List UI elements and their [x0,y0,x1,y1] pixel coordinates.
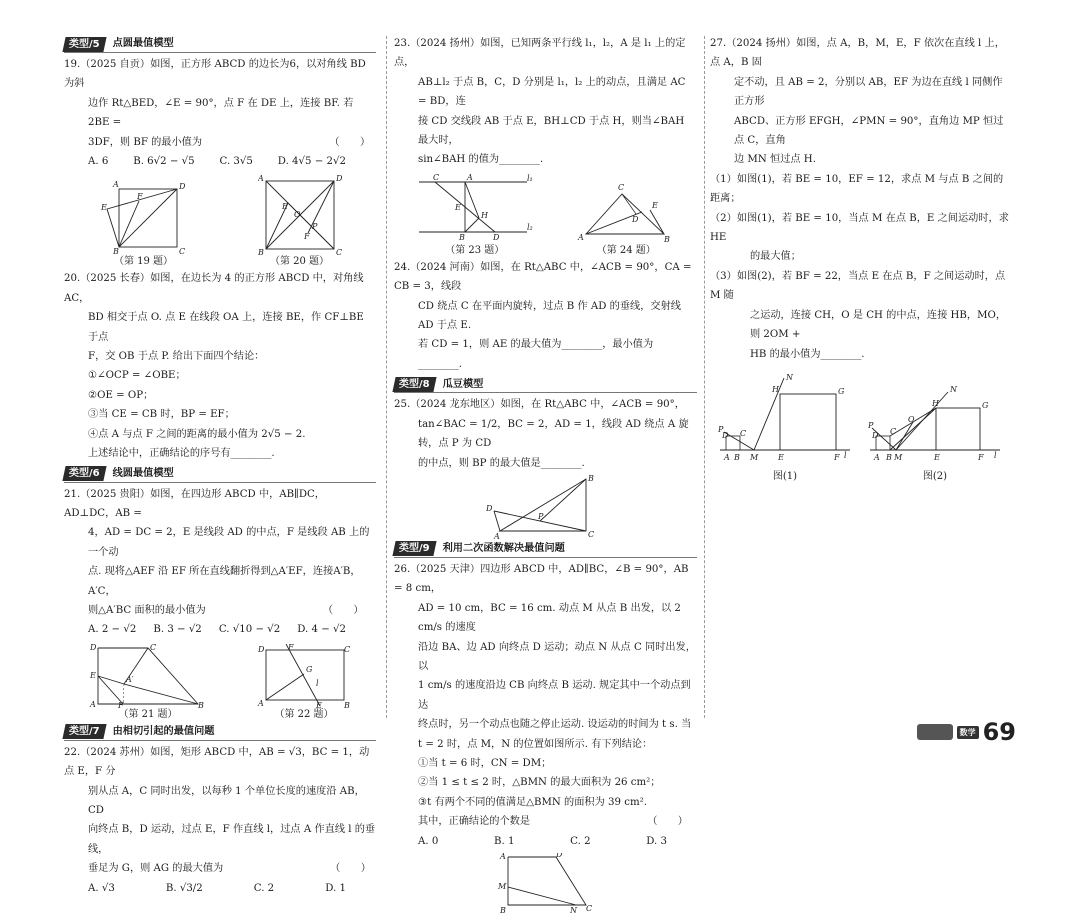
section-header-7 [64,724,376,741]
svg-text:A: A [257,174,264,184]
figure-21 [88,644,208,722]
q27-part: 之运动，连接 CH，O 是 CH 的中点，连接 HB，MO，则 2OM + [750,309,1007,341]
figure-19 [99,179,189,269]
figure-25 [486,475,606,539]
choice-c: C. 2 [253,882,275,894]
svg-text:C: C [890,426,897,436]
svg-text:D: D [872,430,879,440]
svg-text:C: C [344,644,351,654]
svg-text:E: E [281,202,288,212]
svg-text:B: B [458,232,465,242]
section-title: 利用二次函数解决最值问题 [442,543,565,555]
page-number: 69 [982,718,1016,746]
q19-line: 3DF，则 BF 的最小值为 （ ） [88,136,371,148]
figure-20 [258,173,342,269]
q25-line: 25.（2024 龙东地区）如图，在 Rt△ABC 中，∠ACB = 90°， [394,399,685,411]
q23-line: 23.（2024 扬州）如图，已知两条平行线 l₁，l₂，A 是 l₁ 上的定点， [394,38,686,69]
figure-26-diagram [496,853,596,913]
svg-text:F: F [978,452,984,462]
q24-line: 24.（2024 河南）如图，在 Rt△ABC 中，∠ACB = 90°，CA = CB = 3，线段 [394,261,695,293]
choice-a: A. √3 [88,882,115,894]
q22-line: 别从点 A，C 同时出发，以每秒 1 个单位长度的速度沿 AB，CD [88,785,365,816]
q20-line: BD 相交于点 O. 点 E 在线段 OA 上，连接 BE，作 CF⊥BE 于点 [88,312,368,343]
svg-text:C: C [740,428,747,438]
q26-line: 终点时，另一个动点也随之停止运动. 设运动的时间为 t s. 当 [418,719,692,731]
svg-text:D: D [722,430,729,440]
svg-text:E: E [100,203,107,213]
choice-c: C. 3√5 [219,156,253,168]
svg-text:A: A [578,232,585,242]
figure-caption: （第 20 题） [269,256,330,268]
svg-text:C: C [335,248,342,256]
svg-text:B: B [112,247,119,256]
section-header-6 [64,466,376,483]
svg-text:C: C [618,182,625,192]
column-3 [710,34,1013,484]
column-divider [704,36,705,718]
svg-text:O: O [908,414,915,424]
svg-text:E: E [454,202,461,212]
choice-b: B. 3 − √2 [153,624,202,636]
choice-c: C. 2 [570,835,591,847]
column-1 [64,34,376,898]
svg-text:E: E [90,670,96,680]
svg-text:F: F [118,700,124,708]
svg-text:F: F [288,643,294,652]
q22-choices [64,879,376,898]
svg-text:l: l [994,450,997,460]
section-header-8 [394,376,697,393]
page-footer [917,718,1016,746]
section-tag: 类型/9 [392,541,436,556]
q20-line: 20.（2025 长春）如图，在边长为 4 的正方形 ABCD 中，对角线 AC， [64,273,367,304]
svg-text:A: A [466,173,473,182]
choice-d: D. 1 [325,882,346,894]
svg-text:B: B [886,452,892,462]
svg-text:B: B [499,906,506,913]
figure-24 [576,174,676,258]
svg-text:l₂: l₂ [526,222,533,232]
svg-text:B: B [587,474,594,483]
svg-text:N: N [569,906,577,913]
choice-a: A. 6 [88,156,109,168]
figure-21-diagram [88,644,208,708]
q26-choices [394,832,697,851]
choice-a: A. 0 [418,835,439,847]
column-divider [386,36,387,718]
q20-line: F，交 OB 于点 P. 给出下面四个结论： [88,351,265,363]
q26-line: 26.（2025 天津）四边形 ABCD 中，AD∥BC，∠B = 90°，AB = 8 cm， [394,563,692,595]
q20-item: ②OE = OP； [88,389,154,401]
q23-line: AB⊥l₂ 于点 B，C，D 分别是 l₁，l₂ 上的动点，且满足 AC = BD，连 [418,76,689,108]
q21-choices [64,620,376,639]
svg-text:G: G [838,386,845,396]
section-tag: 类型/5 [62,37,106,52]
q27-part: （1）如图(1)，若 BE = 10，EF = 12，求点 M 与点 B 之间的距离； [710,173,1004,205]
svg-text:F: F [834,452,840,462]
svg-text:B: B [257,248,264,256]
q25-line: tan∠BAC = 1/2，BC = 2，AD = 1，线段 AD 绕点 A 旋转，点 P 为 CD [418,418,689,450]
figure-caption: （第 24 题） [596,244,656,256]
q27-line: ABCD、正方形 EFGH，∠PMN = 90°，直角边 MP 恒过点 C，直角 [734,115,1004,147]
q27-part: HB 的最小值为________. [750,348,865,360]
choice-b: B. √3/2 [165,882,203,894]
svg-text:A: A [493,531,500,539]
svg-text:l: l [844,450,847,460]
svg-text:A: A [724,452,730,462]
svg-text:B: B [734,452,740,462]
q26-end: 其中，正确结论的个数是 （ ） [418,816,688,828]
section-title: 线圆最值模型 [112,467,174,479]
svg-text:M: M [894,452,903,462]
q26-item: ①当 t = 6 时，CN = DM； [418,757,552,769]
choice-d: D. 4 − √2 [297,624,346,636]
svg-text:D: D [258,644,265,654]
q25-line: 的中点，则 BP 的最大值是________. [418,457,585,469]
figure-caption: （第 22 题） [274,708,334,720]
svg-text:A: A [874,452,880,462]
section-tag: 类型/8 [392,377,436,392]
section-title: 瓜豆模型 [442,378,484,390]
q22-line: 22.（2024 苏州）如图，矩形 ABCD 中，AB = √3，BC = 1，动点 E，F 分 [64,746,370,778]
figure-23 [415,174,535,258]
svg-text:E: E [934,452,940,462]
svg-text:l: l [316,678,319,688]
svg-text:P: P [311,222,317,232]
section-title: 由相切引起的最值问题 [112,726,215,738]
q21-line: 点. 现将△AEF 沿 EF 所在直线翻折得到△A′EF，连接A′B，A′C， [88,566,361,597]
figure-caption: 图(1) [772,470,798,482]
svg-text:D: D [178,182,185,192]
svg-text:E: E [778,452,784,462]
q20-item: ④点 A 与点 F 之间的距离的最小值为 2√5 − 2. [88,428,306,440]
svg-text:C: C [178,247,185,256]
choice-c: C. √10 − √2 [218,624,281,636]
choice-d: D. 3 [646,835,667,847]
section-title: 点圆最值模型 [112,38,174,50]
q22-line: 垂足为 G，则 AG 的最大值为 （ ） [88,863,371,875]
svg-text:A: A [90,699,96,708]
section-tag: 类型/6 [62,466,106,481]
svg-text:M: M [497,882,506,891]
figure-22-diagram [256,644,352,708]
q19-line: 边作 Rt△BED，∠E = 90°，点 F 在 DE 上，连接 BF. 若 2BE = [88,97,357,129]
q27-line: 边 MN 恒过点 H. [734,154,816,166]
q20-item: ①∠OCP = ∠OBE； [88,370,186,382]
svg-text:F: F [136,192,143,202]
q27-line: 定不动，且 AB = 2，分别以 AB，EF 为边在直线 l 同侧作正方形 [734,76,1003,108]
q21-line: 则△A′BC 面积的最小值为 （ ） [88,604,364,616]
q26-item: ②当 1 ≤ t ≤ 2 时，△BMN 的最大面积为 26 cm²； [418,777,661,789]
section-header-5 [64,36,376,53]
figure-27-2-diagram [868,374,1002,470]
choice-a: A. 2 − √2 [88,624,137,636]
figure-25-diagram [486,475,606,539]
figure-caption: （第 23 题） [445,244,505,256]
svg-text:G: G [306,664,313,674]
figure-26 [496,853,596,913]
figure-27-2 [868,374,1002,484]
q26-line: 沿边 BA、边 AD 向终点 D 运动；动点 N 从点 C 同时出发，以 [418,641,696,672]
svg-text:A: A [258,698,264,708]
svg-text:B: B [664,234,671,244]
figure-20-diagram [258,173,342,255]
figure-caption: （第 21 题） [118,708,178,720]
svg-text:H: H [480,210,488,220]
svg-text:G: G [982,400,989,410]
svg-text:D: D [90,643,97,652]
figure-24-diagram [576,174,676,244]
q26-item: ③t 有两个不同的值满足△BMN 的面积为 39 cm². [418,796,647,808]
svg-text:D: D [335,174,342,184]
svg-text:E: E [652,200,659,210]
svg-text:l₁: l₁ [526,173,533,183]
figure-caption: （第 19 题） [113,256,174,268]
svg-text:D: D [555,853,562,859]
q19-choices [64,152,376,171]
q19-line: 19.（2025 自贡）如图，正方形 ABCD 的边长为6，以对角线 BD 为斜 [64,59,370,90]
q21-line: 21.（2025 贵阳）如图，在四边形 ABCD 中，AB∥DC，AD⊥DC，AB = [64,488,325,519]
svg-text:O: O [293,210,301,220]
q20-item: ③当 CE = CB 时，BP = EF； [88,409,235,421]
svg-text:H: H [772,384,779,394]
svg-text:N: N [786,373,793,382]
svg-text:B: B [344,700,350,708]
figure-19-diagram [99,179,189,255]
svg-text:P: P [868,420,874,430]
svg-text:M: M [750,452,759,462]
q21-line: 4，AD = DC = 2，E 是线段 AD 的中点，F 是线段 AB 上的一个动 [88,527,370,558]
figure-27-1 [718,374,852,484]
figure-22 [256,644,352,722]
svg-text:A′: A′ [126,674,134,684]
q27-part: 的最大值； [750,251,801,263]
svg-text:E: E [316,700,322,708]
q23-line: sin∠BAH 的值为________. [418,154,544,166]
q20-end: 上述结论中，正确结论的序号有________. [88,448,275,460]
figure-23-diagram [415,174,535,244]
choice-b: B. 6√2 − √5 [133,156,195,168]
svg-text:C: C [150,643,157,652]
svg-text:P: P [537,511,543,521]
svg-text:P: P [718,424,724,434]
svg-text:A: A [112,180,119,190]
figure-caption: 图(2) [922,470,948,482]
svg-text:A: A [499,853,506,861]
choice-b: B. 1 [494,835,515,847]
publisher-logo-icon [917,724,953,740]
svg-text:H: H [932,398,939,408]
svg-text:D: D [492,232,500,242]
q22-line: 向终点 B，D 运动，过点 E，F 作直线 l，过点 A 作直线 l 的垂线， [88,824,376,855]
svg-text:N: N [950,384,957,394]
column-2 [394,34,697,913]
svg-text:B: B [198,700,204,708]
q27-part: （3）如图(2)，若 BF = 22，当点 E 在点 B，F 之间运动时，点 M 随 [710,270,1009,302]
q26-line: AD = 10 cm，BC = 16 cm. 动点 M 从点 B 出发，以 2 cm/s 的速度 [418,602,685,634]
q27-part: （2）如图(1)，若 BE = 10，当点 M 在点 B，E 之间运动时，求 HE [710,212,1013,244]
choice-d: D. 4√5 − 2√2 [277,156,346,168]
svg-text:F: F [303,232,310,242]
section-header-9 [394,541,697,558]
q23-line: 接 CD 交线段 AB 于点 E，BH⊥CD 于点 H，则当∠BAH 最大时， [418,115,688,147]
q27-line: 27.（2024 扬州）如图，点 A，B，M，E，F 依次在直线 l 上，点 A，B 固 [710,38,1005,69]
q24-line: CD 绕点 C 在平面内旋转，过点 B 作 AD 的垂线，交射线 AD 于点 E. [418,300,685,332]
q26-line: t = 2 时，点 M，N 的位置如图所示. 有下列结论： [418,738,653,750]
svg-text:D: D [632,214,639,224]
figure-27-1-diagram [718,374,852,470]
svg-text:C: C [432,173,439,182]
svg-text:C: C [587,529,594,539]
q24-line: 若 CD = 1，则 AE 的最大值为________，最小值为________. [418,339,654,370]
svg-text:D: D [485,503,492,513]
section-tag: 类型/7 [62,724,106,739]
svg-text:C: C [585,904,592,913]
subject-badge: 数学 [957,726,979,739]
q26-line: 1 cm/s 的速度沿边 CB 向终点 B 运动. 规定其中一个动点到达 [418,680,691,711]
